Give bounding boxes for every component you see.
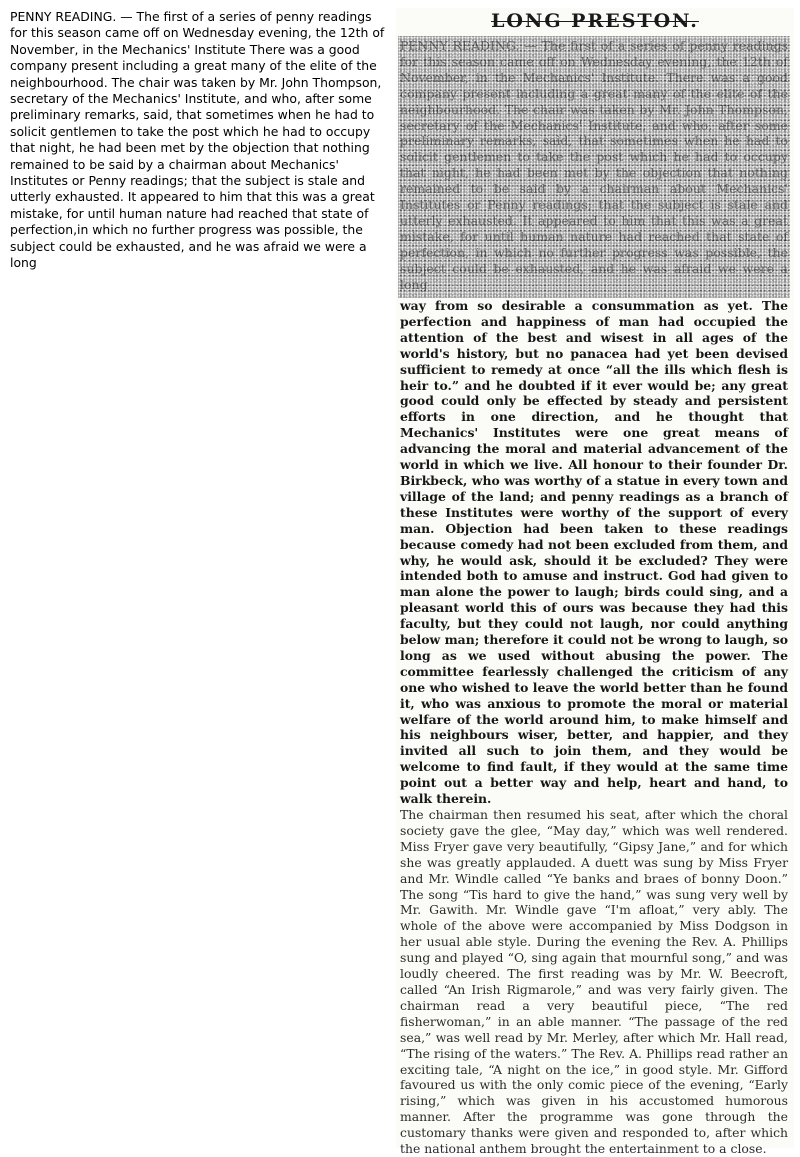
clipping-masthead: LONG PRESTON. [491, 10, 699, 32]
newspaper-clipping [396, 8, 794, 1157]
faded-paragraph: PENNY READING. — The first of a series of penny readings for this season came off on Wednesday evening, the 12th of November, in the Mechanics' Institute. There was a good company present including a great many of the elite of the neighbourhood. The chair was taken by Mr. John Thompson, secretary of the Mechanics' Institute, and who, after some preliminary remarks, said, that sometimes when he had to solicit gentlemen to take the post which he had to occupy that night, he had been met by the objection that nothing remained to be said by a chairman about Mechanics' Institutes or Penny readings; that the subject is stale and utterly exhausted. It appeared to him that this was a great mistake, for until human nature had reached that state of perfection, in which no further progress was possible, the subject could be exhausted, and he was afraid we were a long [400, 38, 788, 292]
transcription-paragraph: PENNY READING. — The first of a series of penny readings for this season came off on Wednesday evening, the 12th of November, in the Mechanics' Institute There was a good company present including a great many of the elite of the neighbourhood. The chair was taken by Mr. John Thompson, secretary of the Mechanics' Institute, and who, after some preliminary remarks, said, that sometimes when he had to solicit gentlemen to take the post which he had to occupy that night, he had been met by the objection that nothing remained to be said by a chairman about Mechanics' Institutes or Penny readings; that the subject is stale and utterly exhausted. It appeared to him that this was a great mistake, for until human nature had reached that state of perfection,in which no further progress was possible, the subject could be exhausted, and he was afraid we were a long [10, 9, 385, 271]
clipping-paragraph-bold: way from so desirable a consummation as yet. The perfection and happiness of man had occupied the attention of the best and wisest in all ages of the world's history, but no panacea had yet been devised sufficient to remedy at once “all the ills which flesh is heir to.” and he doubted if it ever would be; any great good could only be effected by steady and persistent efforts in one direction, and he thought that Mechanics' Institutes were one great means of advancing the moral and material advancement of the world in which we live. All honour to their founder Dr. Birkbeck, who was worthy of a statue in every town and village of the land; and penny readings as a branch of these Institutes were worthy of the support of every man. Objection had been taken to these readings because comedy had not been excluded from them, and why, he would ask, should it be excluded? They were intended both to amuse and instruct. God had given to man alone the power to laugh; birds could sing, and a pleasant world this of ours was because they had this faculty, but they could not laugh, nor could anything below man; therefore it could not be wrong to laugh, so long as we used without abusing the power. The committee fearlessly challenged the criticism of any one who wished to leave the world better than he found it, who was anxious to promote the moral or material welfare of the world around him, to make himself and his neighbours wiser, better, and happier, and they invited all such to join them, and they would be welcome to find fault, if they would at the same time point out a better way and help, heart and hand, to walk therein. [400, 298, 788, 807]
typed-transcription [10, 9, 385, 272]
clipping-body [400, 298, 788, 1157]
faded-print-text [400, 38, 788, 293]
clipping-paragraph-light: The chairman then resumed his seat, after which the choral society gave the glee, “May day,” which was well rendered. Miss Fryer gave very beautifully, “Gipsy Jane,” and for which she was greatly applauded. A duett was sung by Miss Fryer and Mr. Windle called “Ye banks and braes of bonny Doon.” The song “Tis hard to give the hand,” was sung very well by Mr. Gawith. Mr. Windle gave “I'm afloat,” very ably. The whole of the above were accompanied by Miss Dodgson in her usual able style. During the evening the Rev. A. Phillips sung and played “O, sing again that mournful song,” and was loudly cheered. The first reading was by Mr. W. Beecroft, called “An Irish Rigmarole,” and was very fairly given. The chairman read a very beautiful piece, “The red fisherwoman,” in an able manner. “The passage of the red sea,” was well read by Mr. Merley, after which Mr. Hall read, “The rising of the waters.” The Rev. A. Phillips read rather an exciting tale, “A night on the ice,” in good style. Mr. Gifford favoured us with the only comic piece of the evening, “Early rising,” which was given in his accustomed humorous manner. After the programme was gone through the customary thanks were given and responded to, after which the national anthem brought the entertainment to a close. [400, 807, 788, 1157]
